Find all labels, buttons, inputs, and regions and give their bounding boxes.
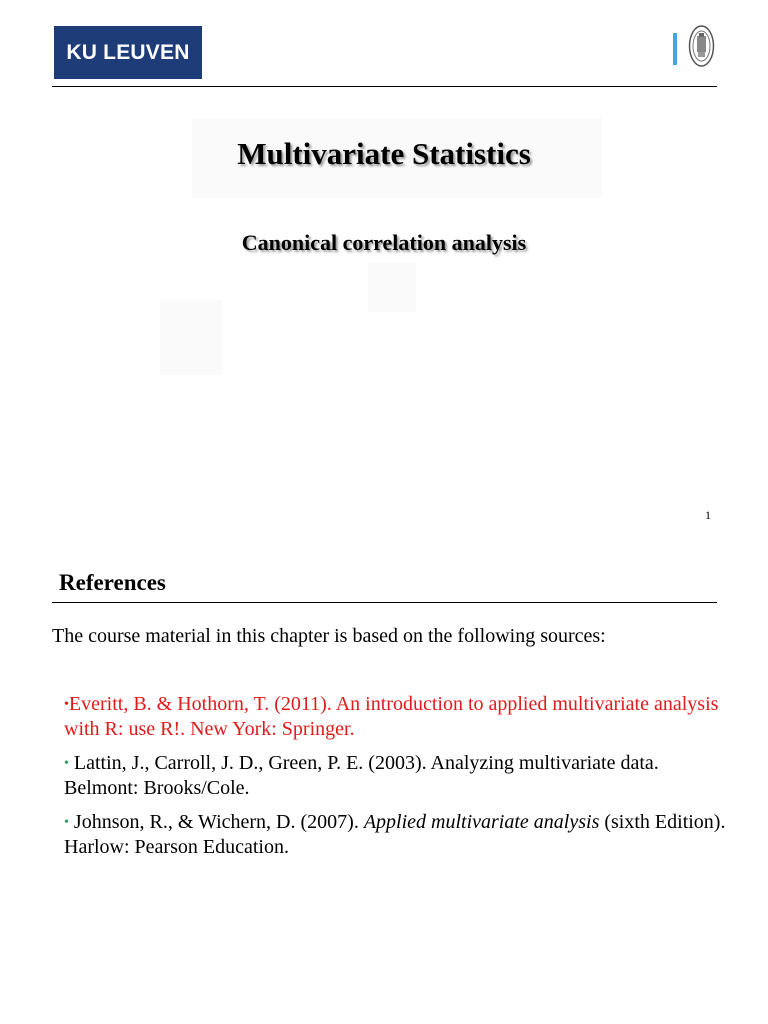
references-rule (52, 602, 717, 603)
bullet-icon: • (64, 815, 69, 830)
background-watermark (368, 262, 416, 312)
reference-item (64, 810, 729, 860)
references-intro: The course material in this chapter is based on the following sources: (52, 625, 606, 647)
background-watermark (160, 300, 222, 375)
ku-leuven-logo (54, 26, 202, 79)
reference-text: Johnson, R., & Wichern, D. (2007). (73, 811, 364, 833)
reference-item (64, 751, 724, 801)
logo-divider (673, 33, 677, 65)
reference-book-title: Applied multivariate analysis (363, 811, 600, 833)
reference-item (64, 692, 724, 742)
slide-title: Multivariate Statistics (237, 136, 531, 171)
reference-text: Everitt, B. & Hothorn, T. (2011). An introduction to applied multivariate analysis with R: use R!. New York: Springer. (64, 693, 719, 740)
bullet-icon: • (64, 756, 69, 771)
logo-text: KU LEUVEN (66, 40, 190, 64)
page-number: 1 (705, 508, 711, 522)
slide-subtitle: Canonical correlation analysis (241, 230, 527, 255)
reference-text-tail: (sixth Edition). Harlow: Pearson Education. (64, 811, 726, 858)
university-seal-icon (688, 24, 715, 68)
references-heading: References (59, 570, 166, 595)
reference-text: Lattin, J., Carroll, J. D., Green, P. E. (2003). Analyzing multivariate data. Belmont: Brooks/Cole. (64, 752, 659, 799)
header-rule (52, 86, 717, 87)
bullet-icon: • (64, 697, 69, 712)
